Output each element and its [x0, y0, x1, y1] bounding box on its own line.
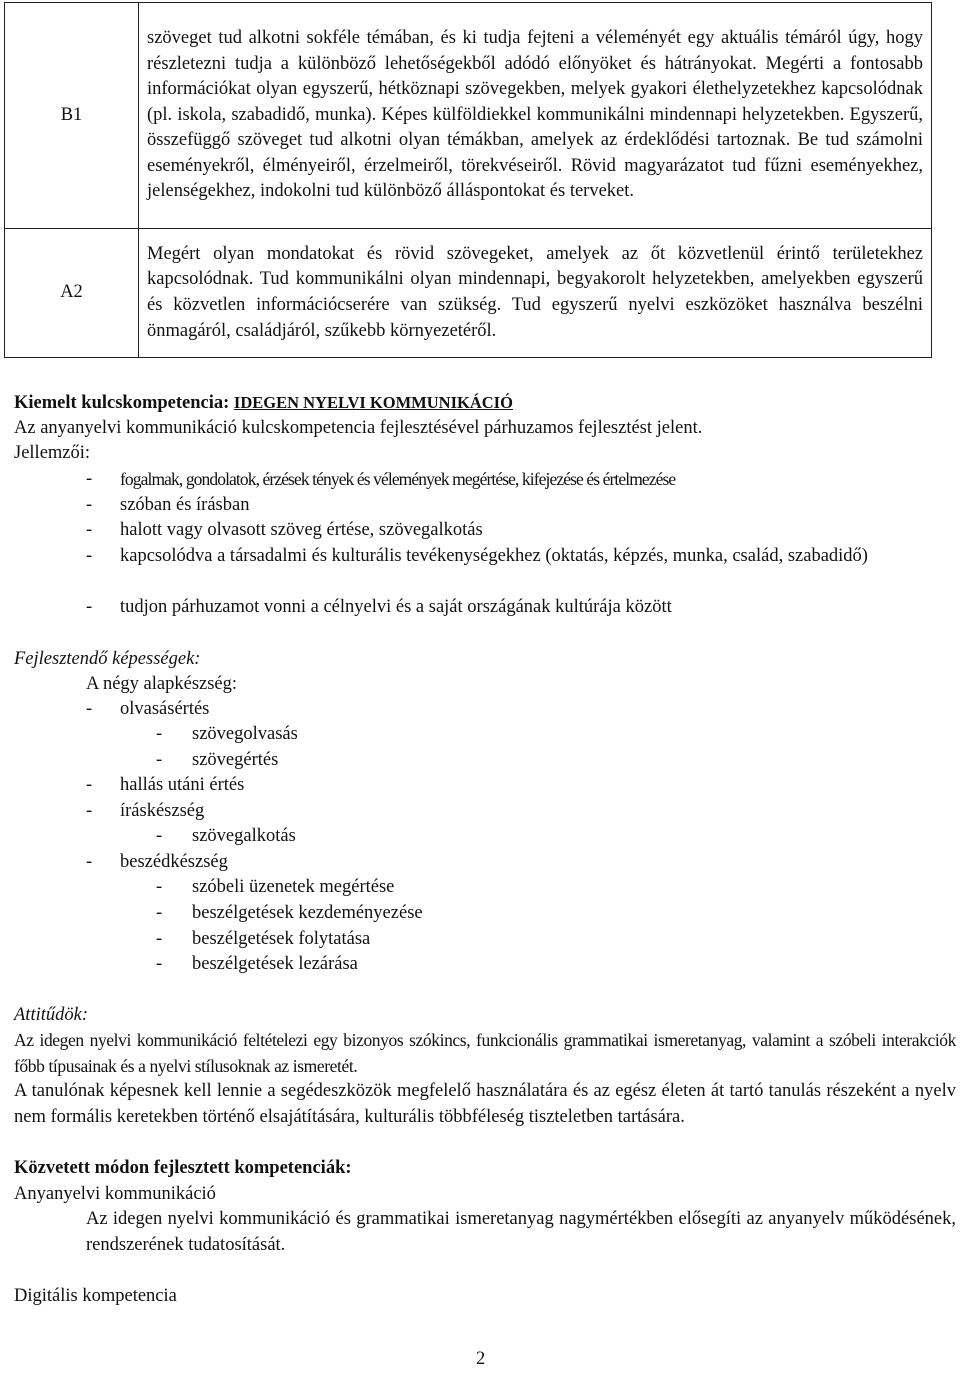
subskill-label: beszélgetések folytatása [192, 929, 371, 949]
dash: - [86, 520, 93, 540]
skill-label: olvasásértés [120, 699, 210, 719]
subskill-label: szóbeli üzenetek megértése [192, 877, 395, 897]
dash: - [156, 954, 163, 974]
key-competence-intro: Az anyanyelvi kommunikáció kulcskompetencia fejlesztésével párhuzamos fejlesztést jelent. [14, 418, 703, 438]
attitudes-paragraph: A tanulónak képesnek kell lennie a segédeszközök megfelelő használatára és az egész életen át tartó tanulás részeként a nyelv nem formális keretekben történő elsajátítására, kulturális többféleség tiszteletben tartására. [14, 1081, 956, 1127]
trait-text: szóban és írásban [120, 495, 250, 515]
level-label: B1 [5, 3, 139, 229]
attitudes-paragraph: Az idegen nyelvi kommunikáció feltételezi egy bizonyos szókincs, funkcionális grammatikai ismeretanyag, valamint a szóbeli interakciók főbb típusainak és a nyelvi stílusoknak az ismeretét. [14, 1030, 956, 1076]
dash: - [156, 877, 163, 897]
table-row [5, 3, 932, 229]
subskill-label: szövegolvasás [192, 724, 298, 744]
dash: - [86, 699, 93, 719]
key-competence-heading [14, 390, 954, 417]
attitudes-heading: Attitűdök: [14, 1005, 88, 1025]
key-competence-label: Kiemelt kulcskompetencia: [14, 393, 230, 413]
subskill-label: beszélgetések lezárása [192, 954, 358, 974]
skills-heading: Fejlesztendő képességek: [14, 649, 201, 669]
skill-label: hallás utáni értés [120, 775, 245, 795]
table-row [5, 229, 932, 358]
skill-label: beszédkészség [120, 852, 228, 872]
indirect-item-label: Anyanyelvi kommunikáció [14, 1184, 216, 1204]
dash: - [86, 801, 93, 821]
level-label: A2 [5, 229, 139, 358]
dash: - [86, 597, 93, 617]
trait-text: tudjon párhuzamot vonni a célnyelvi és a saját országának kultúrája között [120, 597, 672, 617]
dash: - [156, 724, 163, 744]
dash: - [156, 750, 163, 770]
skills-subheading: A négy alapkészség: [86, 674, 238, 694]
trait-text: halott vagy olvasott szöveg értése, szövegalkotás [120, 520, 483, 540]
subskill-label: szövegalkotás [192, 826, 296, 846]
skill-label: íráskészség [120, 801, 205, 821]
dash: - [86, 775, 93, 795]
indirect-item-label: Digitális kompetencia [14, 1286, 177, 1306]
indirect-item-text: Az idegen nyelvi kommunikáció és grammatikai ismeretanyag nagymértékben elősegíti az anyanyelv működésének, rendszerének tudatosítását. [86, 1209, 956, 1255]
dash: - [86, 852, 93, 872]
dash: - [156, 903, 163, 923]
dash: - [156, 929, 163, 949]
dash: - [86, 495, 93, 515]
level-table [4, 2, 932, 358]
dash: - [156, 826, 163, 846]
level-description: Megért olyan mondatokat és rövid szövegeket, amelyek az őt közvetlenül érintő területekhez kapcsolódnak. Tud kommunikálni olyan mindennapi, begyakorolt helyzetekben, amelyekben egyszerű és közvetlen információcserére van szükség. Tud egyszerű nyelvi eszközöket használva beszélni önmagáról, családjáról, szűkebb környezetéről. [139, 229, 932, 358]
traits-label: Jellemzői: [14, 443, 91, 463]
trait-text: kapcsolódva a társadalmi és kulturális tevékenységekhez (oktatás, képzés, munka, család, szabadidő) [120, 546, 868, 566]
subskill-label: beszélgetések kezdeményezése [192, 903, 423, 923]
dash: - [86, 469, 93, 489]
key-competence-name: IDEGEN NYELVI KOMMUNIKÁCIÓ [233, 393, 513, 412]
trait-text: fogalmak, gondolatok, érzések tények és vélemények megértése, kifejezése és értelmezése [120, 469, 676, 489]
level-description: szöveget tud alkotni sokféle témában, és ki tudja fejteni a véleményét egy aktuális témáról úgy, hogy részletezni tudja a különböző lehetőségekből adódó előnyöket és hátrányokat. Megérti a fontosabb információkat olyan egyszerű, hétköznapi szövegekben, melyek gyakori élethelyzetekhez kapcsolódnak (pl. iskola, szabadidő, munka). Képes külföldiekkel kommunikálni mindennapi helyzetekben. Egyszerű, összefüggő szöveget tud alkotni olyan témákban, amelyek az érdeklődési tartoznak. Be tud számolni eseményekről, élményeiről, érzelmeiről, törekvéseiről. Rövid magyarázatot tud fűzni eseményekhez, jelenségekhez, indokolni tud különböző álláspontokat és terveket. [139, 3, 932, 229]
dash: - [86, 546, 93, 566]
subskill-label: szövegértés [192, 750, 279, 770]
page-number: 2 [476, 1349, 486, 1369]
indirect-heading: Közvetett módon fejlesztett kompetenciák: [14, 1158, 352, 1178]
